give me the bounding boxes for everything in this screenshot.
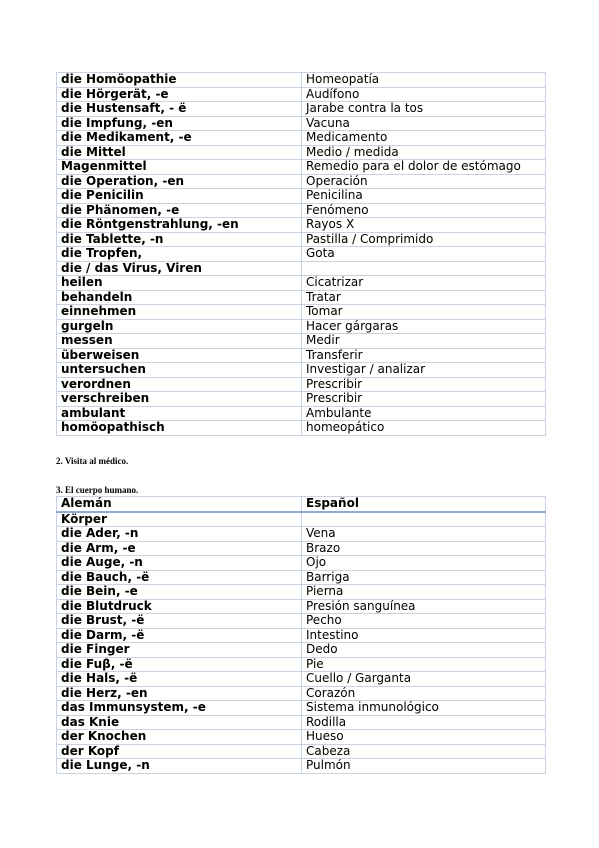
spanish-translation: Medicamento — [302, 131, 546, 146]
german-term: die Arm, -e — [57, 541, 302, 556]
spanish-translation: Pulmón — [302, 759, 546, 774]
table-row — [57, 744, 546, 759]
spanish-translation: Remedio para el dolor de estómago — [302, 160, 546, 175]
spanish-translation: Gota — [302, 247, 546, 262]
table-row — [57, 261, 546, 276]
spanish-translation: Transferir — [302, 348, 546, 363]
vocabulary-table-medicine — [56, 72, 546, 436]
spanish-translation: homeopático — [302, 421, 546, 436]
table-row — [57, 556, 546, 571]
vocabulary-table-body — [57, 73, 546, 436]
spanish-translation: Fenómeno — [302, 203, 546, 218]
german-term: die Bauch, -ë — [57, 570, 302, 585]
section-title-visit: 2. Visita al médico. — [56, 456, 129, 466]
german-term: die Hörgerät, -e — [57, 87, 302, 102]
spanish-translation: Tratar — [302, 290, 546, 305]
spanish-translation: Dedo — [302, 643, 546, 658]
german-term: verschreiben — [57, 392, 302, 407]
table-row — [57, 628, 546, 643]
table-row — [57, 377, 546, 392]
table-row — [57, 672, 546, 687]
spanish-translation: Audífono — [302, 87, 546, 102]
german-term: die Darm, -ë — [57, 628, 302, 643]
spanish-translation — [302, 512, 546, 527]
spanish-translation: Cuello / Garganta — [302, 672, 546, 687]
table-row — [57, 643, 546, 658]
german-term: Magenmittel — [57, 160, 302, 175]
spanish-translation: Prescribir — [302, 377, 546, 392]
german-term: die Auge, -n — [57, 556, 302, 571]
table-row — [57, 305, 546, 320]
table-row — [57, 102, 546, 117]
table-row — [57, 203, 546, 218]
table-row — [57, 585, 546, 600]
german-term: überweisen — [57, 348, 302, 363]
spanish-translation: Jarabe contra la tos — [302, 102, 546, 117]
spanish-translation: Pie — [302, 657, 546, 672]
german-term: heilen — [57, 276, 302, 291]
spanish-translation: Cicatrizar — [302, 276, 546, 291]
table-row — [57, 701, 546, 716]
spanish-translation: Vena — [302, 527, 546, 542]
german-term: behandeln — [57, 290, 302, 305]
table-row — [57, 421, 546, 436]
spanish-translation: Brazo — [302, 541, 546, 556]
german-term: homöopathisch — [57, 421, 302, 436]
spanish-translation: Intestino — [302, 628, 546, 643]
spanish-translation: Pierna — [302, 585, 546, 600]
spanish-translation: Presión sanguínea — [302, 599, 546, 614]
german-term: untersuchen — [57, 363, 302, 378]
german-term: die Operation, -en — [57, 174, 302, 189]
spanish-translation: Hueso — [302, 730, 546, 745]
german-term: das Knie — [57, 715, 302, 730]
table-row — [57, 334, 546, 349]
german-term: die Herz, -en — [57, 686, 302, 701]
german-term: die Impfung, -en — [57, 116, 302, 131]
spanish-translation — [302, 261, 546, 276]
german-term: einnehmen — [57, 305, 302, 320]
german-term: ambulant — [57, 406, 302, 421]
table-row — [57, 527, 546, 542]
spanish-translation: Penicilina — [302, 189, 546, 204]
table-row — [57, 145, 546, 160]
german-term: die Lunge, -n — [57, 759, 302, 774]
german-term: gurgeln — [57, 319, 302, 334]
german-term: die Röntgenstrahlung, -en — [57, 218, 302, 233]
german-term: der Kopf — [57, 744, 302, 759]
header-spanish: Español — [302, 497, 546, 512]
spanish-translation: Pecho — [302, 614, 546, 629]
table-row — [57, 657, 546, 672]
spanish-translation: Investigar / analizar — [302, 363, 546, 378]
table-row — [57, 174, 546, 189]
german-term: die Hustensaft, - ë — [57, 102, 302, 117]
vocabulary-table-body — [57, 512, 546, 774]
table-row — [57, 570, 546, 585]
spanish-translation: Rayos X — [302, 218, 546, 233]
table-header-row — [57, 497, 546, 512]
german-term: der Knochen — [57, 730, 302, 745]
spanish-translation: Rodilla — [302, 715, 546, 730]
spanish-translation: Operación — [302, 174, 546, 189]
spanish-translation: Ambulante — [302, 406, 546, 421]
table-row — [57, 599, 546, 614]
spanish-translation: Pastilla / Comprimido — [302, 232, 546, 247]
table-row — [57, 715, 546, 730]
spanish-translation: Hacer gárgaras — [302, 319, 546, 334]
table-row — [57, 759, 546, 774]
german-term: verordnen — [57, 377, 302, 392]
spanish-translation: Medir — [302, 334, 546, 349]
german-term: die Mittel — [57, 145, 302, 160]
table-row — [57, 87, 546, 102]
table-row — [57, 131, 546, 146]
german-term: messen — [57, 334, 302, 349]
spanish-translation: Cabeza — [302, 744, 546, 759]
spanish-translation: Ojo — [302, 556, 546, 571]
german-term: die Ader, -n — [57, 527, 302, 542]
spanish-translation: Sistema inmunológico — [302, 701, 546, 716]
german-term: die Homöopathie — [57, 73, 302, 88]
table-row — [57, 512, 546, 527]
table-row — [57, 116, 546, 131]
table-row — [57, 406, 546, 421]
table-row — [57, 73, 546, 88]
table-row — [57, 290, 546, 305]
vocabulary-table-body-parts — [56, 496, 546, 774]
spanish-translation: Prescribir — [302, 392, 546, 407]
table-row — [57, 614, 546, 629]
german-term: Körper — [57, 512, 302, 527]
table-row — [57, 348, 546, 363]
german-term: die Tablette, -n — [57, 232, 302, 247]
spanish-translation: Homeopatía — [302, 73, 546, 88]
spanish-translation: Corazón — [302, 686, 546, 701]
table-row — [57, 276, 546, 291]
section-title-body: 3. El cuerpo humano. — [56, 485, 139, 495]
german-term: die Brust, -ë — [57, 614, 302, 629]
german-term: die Penicilin — [57, 189, 302, 204]
table-row — [57, 686, 546, 701]
german-term: die Phänomen, -e — [57, 203, 302, 218]
german-term: das Immunsystem, -e — [57, 701, 302, 716]
german-term: die Fuβ, -ë — [57, 657, 302, 672]
table-row — [57, 218, 546, 233]
german-term: die Hals, -ë — [57, 672, 302, 687]
german-term: die Bein, -e — [57, 585, 302, 600]
german-term: die Finger — [57, 643, 302, 658]
table-row — [57, 541, 546, 556]
table-row — [57, 392, 546, 407]
spanish-translation: Medio / medida — [302, 145, 546, 160]
header-german: Alemán — [57, 497, 302, 512]
german-term: die / das Virus, Viren — [57, 261, 302, 276]
table-row — [57, 363, 546, 378]
table-row — [57, 319, 546, 334]
table-row — [57, 189, 546, 204]
table-row — [57, 247, 546, 262]
table-row — [57, 160, 546, 175]
table-row — [57, 730, 546, 745]
spanish-translation: Tomar — [302, 305, 546, 320]
german-term: die Blutdruck — [57, 599, 302, 614]
german-term: die Tropfen, — [57, 247, 302, 262]
german-term: die Medikament, -e — [57, 131, 302, 146]
table-row — [57, 232, 546, 247]
spanish-translation: Vacuna — [302, 116, 546, 131]
spanish-translation: Barriga — [302, 570, 546, 585]
